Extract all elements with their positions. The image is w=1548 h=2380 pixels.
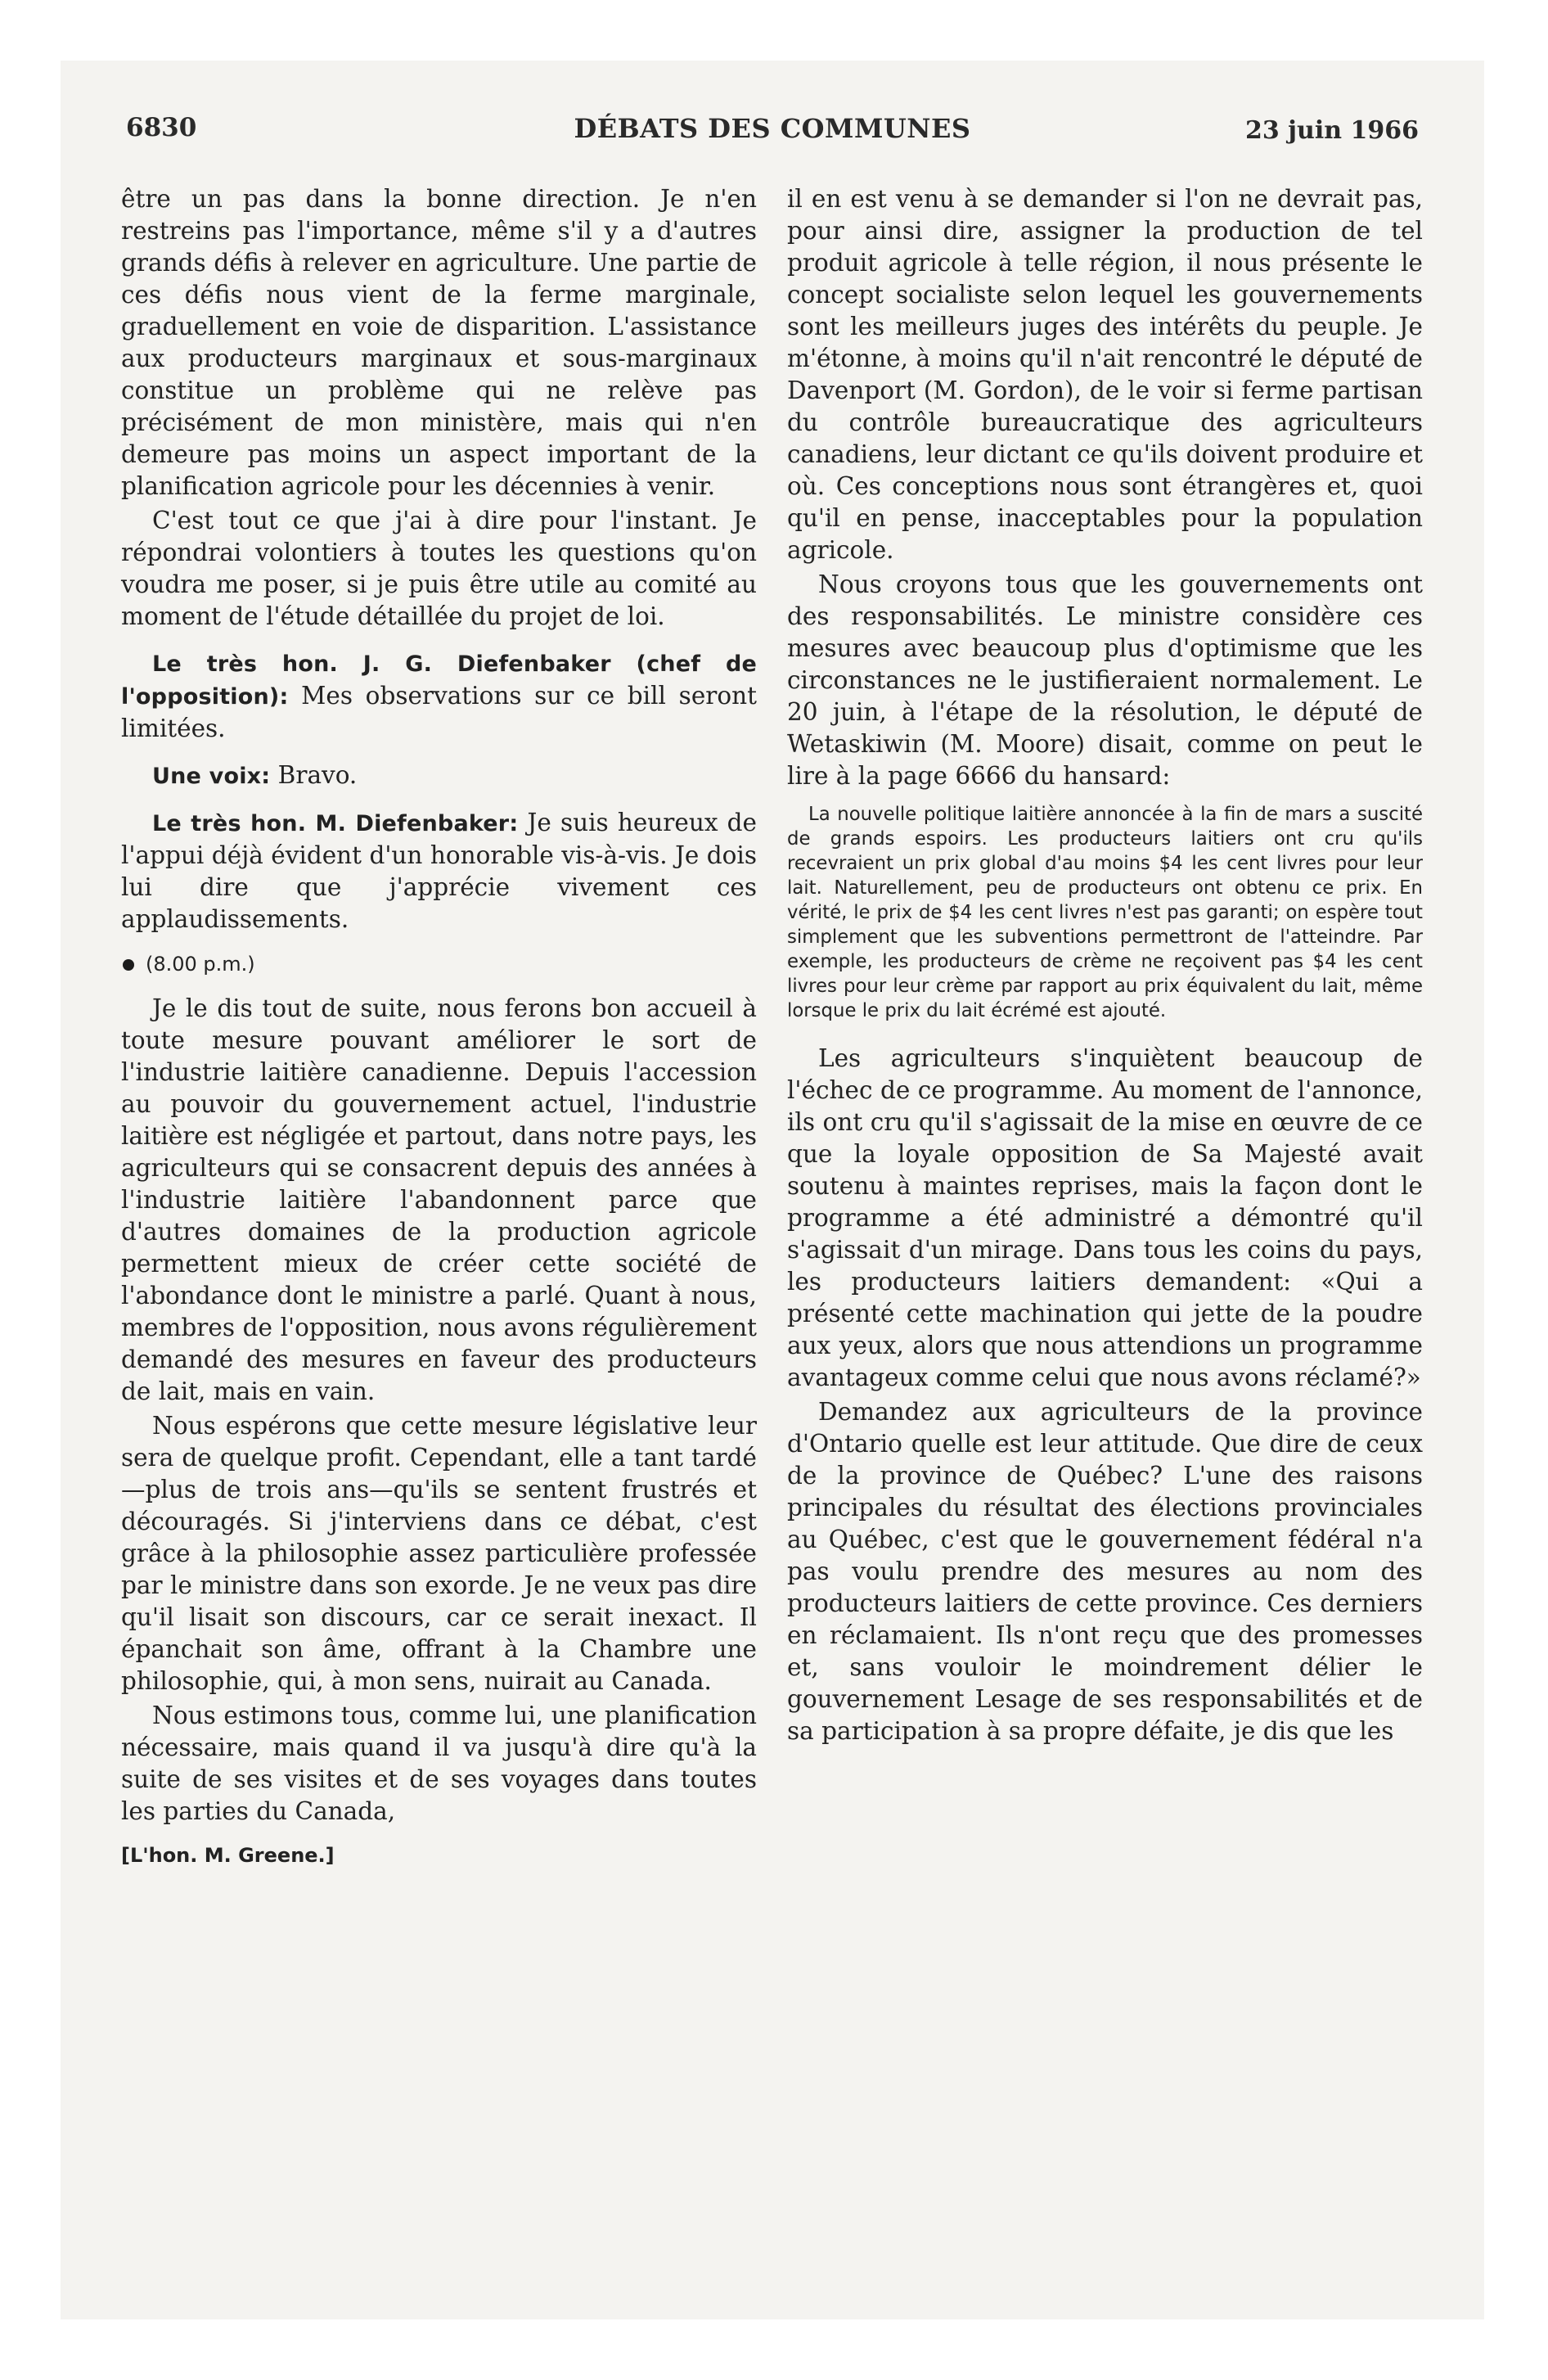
paragraph: Les agriculteurs s'inquiètent beaucoup de l'échec de ce programme. Au moment de l'annonce, ils ont cru qu'il s'agissait de la mise en œuvre de ce que la loyale opposition de Sa Majesté avait soutenu à maintes reprises, mais la façon dont le programme a été administré a démontré qu'il s'agissait d'un mirage. Dans tous les coins du pays, les producteurs laitiers demandent: «Qui a présenté cette machination qui jette de la poudre aux yeux, alors que nous attendions un programme avantageux comme celui que nous avons réclamé?» <box>787 1044 1423 1391</box>
paragraph: Je le dis tout de suite, nous ferons bon accueil à toute mesure pouvant améliorer le sort de l'industrie laitière canadienne. Depuis l'accession au pouvoir du gouvernement actuel, l'industrie laitière est négligée et partout, dans notre pays, les agriculteurs qui se consacrent depuis des années à l'industrie laitière l'abandonnent parce que d'autres domaines de la production agricole permettent mieux de créer cette société de l'abondance dont le ministre a parlé. Quant à nous, membres de l'opposition, nous avons régulièrement demandé des mesures en faveur des producteurs de lait, mais en vain. <box>121 994 757 1405</box>
speaker-name: Le très hon. M. Diefenbaker: <box>152 811 519 836</box>
paragraph: être un pas dans la bonne direction. Je n'en restreins pas l'importance, même s'il y a d'autres grands défis à relever en agriculture. Une partie de ces défis nous vient de la ferme marginale, graduellement en voie de disparition. L'assistance aux producteurs marginaux et sous-marginaux constitue un problème qui ne relève pas précisément de mon ministère, mais qui n'en demeure pas moins un aspect important de la planification agricole pour les décennies à venir. <box>121 185 757 500</box>
speaker-text: Je suis heureux de l'appui déjà évident d'un honorable vis-à-vis. Je dois lui dire que j'apprécie vivement ces applaudissements. <box>121 809 757 933</box>
speaker-text: Bravo. <box>270 761 358 789</box>
speaker-paragraph <box>121 760 757 792</box>
journal-title: DÉBATS DES COMMUNES <box>574 113 971 144</box>
running-header <box>126 113 1419 154</box>
paragraph: Demandez aux agriculteurs de la province d'Ontario quelle est leur attitude. Que dire de ceux de la province de Québec? L'une des raisons principales du résultat des élections provinciales au Québec, c'est que le gouvernement fédéral n'a pas voulu prendre des mesures au nom des producteurs laitiers de cette province. Ces derniers en réclamaient. Ils n'ont reçu que des promesses et, sans vouloir le moindrement délier le gouvernement Lesage de ses responsabilités et de sa participation à sa propre défaite, je dis que les <box>787 1398 1423 1745</box>
speaker-paragraph <box>121 647 757 745</box>
page-scan <box>61 61 1484 2319</box>
speaker-name: Une voix: <box>152 764 271 789</box>
right-column <box>787 183 1423 1750</box>
time-stamp <box>121 950 757 978</box>
speaker-name: Le très hon. J. G. Diefenbaker (chef de l'opposition): <box>121 651 757 710</box>
paragraph: Nous estimons tous, comme lui, une planification nécessaire, mais quand il va jusqu'à dire qu'à la suite de ses visites et de ses voyages dans toutes les parties du Canada, <box>121 1702 757 1825</box>
paragraph: il en est venu à se demander si l'on ne devrait pas, pour ainsi dire, assigner la production de tel produit agricole à telle région, il nous présente le concept socialiste selon lequel les gouvernements sont les meilleurs juges des intérêts du peuple. Je m'étonne, à moins qu'il n'ait rencontré le député de Davenport (M. Gordon), de le voir si ferme partisan du contrôle bureaucratique des agriculteurs canadiens, leur dictant ce qu'ils doivent produire et où. Ces conceptions nous sont étrangères et, quoi qu'il en pense, inacceptables pour la population agricole. <box>787 185 1423 564</box>
speaker-text: Mes observations sur ce bill seront limitées. <box>121 682 757 742</box>
paragraph: C'est tout ce que j'ai à dire pour l'instant. Je répondrai volontiers à toutes les questions qu'on voudra me poser, si je puis être utile au comité au moment de l'étude détaillée du projet de loi. <box>121 507 757 630</box>
page-number: 6830 <box>126 113 197 142</box>
time-stamp-text: (8.00 p.m.) <box>146 953 255 976</box>
paragraph: Nous croyons tous que les gouvernements ont des responsabilités. Le ministre considère ces mesures avec beaucoup plus d'optimisme que les circonstances ne le justifieraient normalement. Le 20 juin, à l'étape de la résolution, le député de Wetaskiwin (M. Moore) disait, comme on peut le lire à la page 6666 du hansard: <box>787 570 1423 790</box>
footer-speaker-reference: [L'hon. M. Greene.] <box>121 1844 335 1867</box>
bullet-icon <box>123 959 134 971</box>
left-column <box>121 183 757 1867</box>
speaker-paragraph <box>121 807 757 935</box>
block-quote: La nouvelle politique laitière annoncée à la fin de mars a suscité de grands espoirs. Les producteurs laitiers ont cru qu'ils recevraient un prix global d'au moins $4 les cent livres pour leur lait. Naturellement, peu de producteurs ont obtenu ce prix. En vérité, le prix de $4 les cent livres n'est pas garanti; on espère tout simplement que les subventions permettront de l'atteindre. Par exemple, les producteurs de crème ne reçoivent pas $4 les cent livres pour leur crème par rapport au prix équivalent du lait, même lorsque le prix du lait écrémé est ajouté. <box>787 804 1423 1021</box>
header-date: 23 juin 1966 <box>1244 116 1419 145</box>
paragraph: Nous espérons que cette mesure législative leur sera de quelque profit. Cependant, elle a tant tardé—plus de trois ans—qu'ils se sentent frustrés et découragés. Si j'interviens dans ce débat, c'est grâce à la philosophie assez particulière professée par le ministre dans son exorde. Je ne veux pas dire qu'il lisait son discours, car ce serait inexact. Il épanchait son âme, offrant à la Chambre une philosophie, qui, à mon sens, nuirait au Canada. <box>121 1412 757 1695</box>
